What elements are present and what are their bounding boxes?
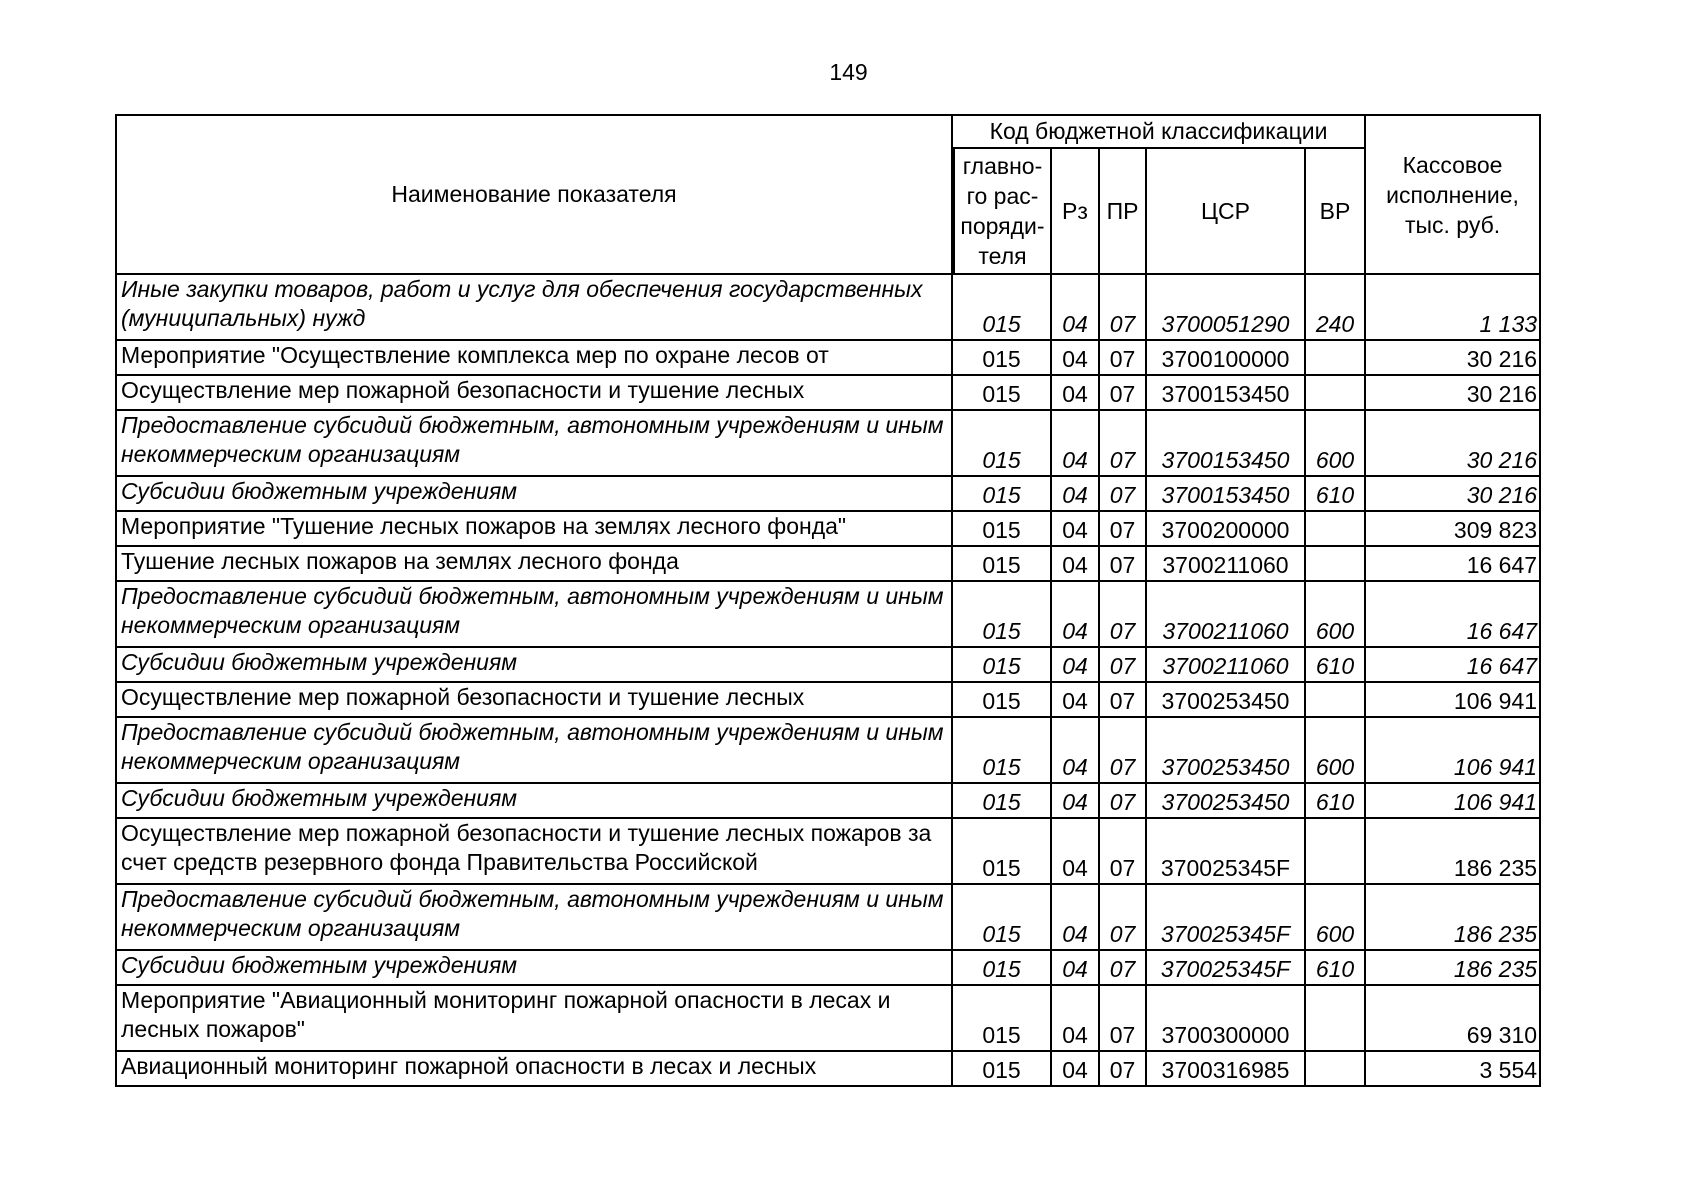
budget-classification-table [115, 114, 1541, 1087]
row-csr-code: 370025345F [1147, 951, 1306, 986]
row-chief-manager-code: 015 [953, 784, 1052, 819]
table-row [115, 885, 1541, 951]
row-name [115, 547, 953, 582]
row-vr-code: 610 [1306, 951, 1366, 986]
header-chief-manager: главно-го рас-поряди-теля [953, 149, 1052, 275]
row-name [115, 784, 953, 819]
row-vr-code [1306, 986, 1366, 1052]
row-rz-code: 04 [1052, 376, 1100, 411]
header-budget-code-group: Код бюджетной классификации [953, 114, 1366, 149]
row-csr-code: 3700211060 [1147, 648, 1306, 683]
row-pr-code: 07 [1100, 718, 1147, 784]
row-csr-code: 370025345F [1147, 819, 1306, 885]
row-pr-code: 07 [1100, 683, 1147, 718]
row-name-text: Предоставление субсидий бюджетным, автономным учреждениям и иным некоммерческим организациям [121, 719, 944, 774]
row-chief-manager-code: 015 [953, 1052, 1052, 1087]
table-row [115, 819, 1541, 885]
row-name-text: Осуществление мер пожарной безопасности и тушение лесных [121, 684, 805, 710]
row-rz-code: 04 [1052, 1052, 1100, 1087]
row-csr-code: 3700300000 [1147, 986, 1306, 1052]
row-name-text: Субсидии бюджетным учреждениям [121, 785, 518, 811]
row-name-text: Предоставление субсидий бюджетным, автономным учреждениям и иным некоммерческим организациям [121, 886, 944, 941]
row-rz-code: 04 [1052, 819, 1100, 885]
row-csr-code: 3700253450 [1147, 784, 1306, 819]
row-cash-execution: 16 647 [1366, 582, 1541, 648]
row-csr-code: 3700153450 [1147, 477, 1306, 512]
row-cash-execution: 30 216 [1366, 376, 1541, 411]
row-name-text: Тушение лесных пожаров на землях лесного фонда [121, 548, 679, 574]
table-row [115, 718, 1541, 784]
row-rz-code: 04 [1052, 341, 1100, 376]
row-vr-code [1306, 341, 1366, 376]
row-rz-code: 04 [1052, 718, 1100, 784]
table-row [115, 512, 1541, 547]
row-vr-code [1306, 376, 1366, 411]
header-cash-execution: Кассовое исполнение, тыс. руб. [1366, 114, 1541, 275]
row-pr-code: 07 [1100, 885, 1147, 951]
table-row [115, 547, 1541, 582]
row-vr-code: 610 [1306, 477, 1366, 512]
row-name-text: Субсидии бюджетным учреждениям [121, 649, 518, 675]
row-chief-manager-code: 015 [953, 376, 1052, 411]
row-pr-code: 07 [1100, 512, 1147, 547]
row-csr-code: 3700316985 [1147, 1052, 1306, 1087]
row-cash-execution: 106 941 [1366, 683, 1541, 718]
row-chief-manager-code: 015 [953, 411, 1052, 477]
row-name [115, 1052, 953, 1087]
row-name [115, 275, 953, 341]
row-csr-code: 3700200000 [1147, 512, 1306, 547]
row-chief-manager-code: 015 [953, 512, 1052, 547]
row-pr-code: 07 [1100, 784, 1147, 819]
row-rz-code: 04 [1052, 275, 1100, 341]
row-name-text: Субсидии бюджетным учреждениям [121, 952, 518, 978]
row-cash-execution: 30 216 [1366, 477, 1541, 512]
table-row [115, 951, 1541, 986]
row-rz-code: 04 [1052, 951, 1100, 986]
row-chief-manager-code: 015 [953, 885, 1052, 951]
row-pr-code: 07 [1100, 986, 1147, 1052]
row-name-text: Осуществление мер пожарной безопасности и тушение лесных пожаров за счет средств резервного фонда Правительства Российской [121, 820, 932, 875]
row-rz-code: 04 [1052, 885, 1100, 951]
row-csr-code: 3700153450 [1147, 376, 1306, 411]
row-cash-execution: 30 216 [1366, 341, 1541, 376]
row-name [115, 477, 953, 512]
row-name [115, 341, 953, 376]
row-cash-execution: 106 941 [1366, 784, 1541, 819]
row-csr-code: 3700253450 [1147, 718, 1306, 784]
table-row [115, 411, 1541, 477]
row-vr-code: 610 [1306, 648, 1366, 683]
row-name-text: Субсидии бюджетным учреждениям [121, 478, 518, 504]
row-vr-code: 610 [1306, 784, 1366, 819]
row-chief-manager-code: 015 [953, 648, 1052, 683]
row-name [115, 986, 953, 1052]
row-pr-code: 07 [1100, 275, 1147, 341]
row-cash-execution: 3 554 [1366, 1052, 1541, 1087]
table-row [115, 986, 1541, 1052]
row-vr-code [1306, 512, 1366, 547]
row-cash-execution: 16 647 [1366, 648, 1541, 683]
row-csr-code: 3700211060 [1147, 582, 1306, 648]
table-row [115, 683, 1541, 718]
row-cash-execution: 30 216 [1366, 411, 1541, 477]
row-name-text: Предоставление субсидий бюджетным, автономным учреждениям и иным некоммерческим организациям [121, 412, 944, 467]
row-csr-code: 370025345F [1147, 885, 1306, 951]
row-name-text: Мероприятие "Осуществление комплекса мер по охране лесов от [121, 342, 829, 368]
row-pr-code: 07 [1100, 411, 1147, 477]
page-number: 149 [829, 59, 868, 85]
row-rz-code: 04 [1052, 648, 1100, 683]
row-pr-code: 07 [1100, 547, 1147, 582]
table-row [115, 1052, 1541, 1087]
row-name [115, 582, 953, 648]
table-row [115, 648, 1541, 683]
row-name [115, 718, 953, 784]
row-name [115, 951, 953, 986]
row-name [115, 819, 953, 885]
row-pr-code: 07 [1100, 819, 1147, 885]
row-rz-code: 04 [1052, 683, 1100, 718]
table-body [115, 275, 1541, 1087]
row-cash-execution: 186 235 [1366, 951, 1541, 986]
table-row [115, 275, 1541, 341]
row-pr-code: 07 [1100, 376, 1147, 411]
row-chief-manager-code: 015 [953, 275, 1052, 341]
row-chief-manager-code: 015 [953, 819, 1052, 885]
row-rz-code: 04 [1052, 986, 1100, 1052]
row-name [115, 683, 953, 718]
row-rz-code: 04 [1052, 411, 1100, 477]
row-csr-code: 3700253450 [1147, 683, 1306, 718]
row-name-text: Мероприятие "Тушение лесных пожаров на землях лесного фонда" [121, 513, 847, 539]
row-csr-code: 3700051290 [1147, 275, 1306, 341]
row-vr-code: 600 [1306, 582, 1366, 648]
row-chief-manager-code: 015 [953, 986, 1052, 1052]
row-name-text: Предоставление субсидий бюджетным, автономным учреждениям и иным некоммерческим организациям [121, 583, 944, 638]
row-chief-manager-code: 015 [953, 547, 1052, 582]
row-vr-code [1306, 1052, 1366, 1087]
row-name [115, 411, 953, 477]
table-row [115, 784, 1541, 819]
header-rz: Рз [1052, 149, 1100, 275]
header-pr: ПР [1100, 149, 1147, 275]
table-row [115, 376, 1541, 411]
row-pr-code: 07 [1100, 477, 1147, 512]
row-name [115, 648, 953, 683]
row-vr-code [1306, 683, 1366, 718]
row-name-text: Авиационный мониторинг пожарной опасности в лесах и лесных [121, 1053, 817, 1079]
row-rz-code: 04 [1052, 784, 1100, 819]
row-cash-execution: 186 235 [1366, 885, 1541, 951]
row-chief-manager-code: 015 [953, 683, 1052, 718]
row-csr-code: 3700153450 [1147, 411, 1306, 477]
table-row [115, 477, 1541, 512]
header-vr: ВР [1306, 149, 1366, 275]
row-csr-code: 3700211060 [1147, 547, 1306, 582]
row-name [115, 512, 953, 547]
row-rz-code: 04 [1052, 477, 1100, 512]
row-pr-code: 07 [1100, 582, 1147, 648]
row-pr-code: 07 [1100, 1052, 1147, 1087]
row-cash-execution: 16 647 [1366, 547, 1541, 582]
row-rz-code: 04 [1052, 547, 1100, 582]
row-vr-code: 600 [1306, 718, 1366, 784]
row-vr-code [1306, 547, 1366, 582]
row-vr-code: 240 [1306, 275, 1366, 341]
row-rz-code: 04 [1052, 512, 1100, 547]
row-chief-manager-code: 015 [953, 582, 1052, 648]
row-name-text: Осуществление мер пожарной безопасности и тушение лесных [121, 377, 805, 403]
row-vr-code: 600 [1306, 411, 1366, 477]
row-name-text: Иные закупки товаров, работ и услуг для обеспечения государственных (муниципальных) нужд [121, 276, 923, 331]
row-vr-code: 600 [1306, 885, 1366, 951]
row-chief-manager-code: 015 [953, 341, 1052, 376]
header-csr: ЦСР [1147, 149, 1306, 275]
row-pr-code: 07 [1100, 648, 1147, 683]
row-pr-code: 07 [1100, 951, 1147, 986]
row-name-text: Мероприятие "Авиационный мониторинг пожарной опасности в лесах и лесных пожаров" [121, 987, 891, 1042]
row-chief-manager-code: 015 [953, 718, 1052, 784]
row-cash-execution: 69 310 [1366, 986, 1541, 1052]
row-cash-execution: 186 235 [1366, 819, 1541, 885]
table-row [115, 341, 1541, 376]
row-chief-manager-code: 015 [953, 477, 1052, 512]
row-name [115, 885, 953, 951]
row-rz-code: 04 [1052, 582, 1100, 648]
row-vr-code [1306, 819, 1366, 885]
row-chief-manager-code: 015 [953, 951, 1052, 986]
row-pr-code: 07 [1100, 341, 1147, 376]
row-name [115, 376, 953, 411]
header-name: Наименование показателя [115, 114, 953, 275]
row-cash-execution: 1 133 [1366, 275, 1541, 341]
row-csr-code: 3700100000 [1147, 341, 1306, 376]
row-cash-execution: 309 823 [1366, 512, 1541, 547]
table-row [115, 582, 1541, 648]
row-cash-execution: 106 941 [1366, 718, 1541, 784]
